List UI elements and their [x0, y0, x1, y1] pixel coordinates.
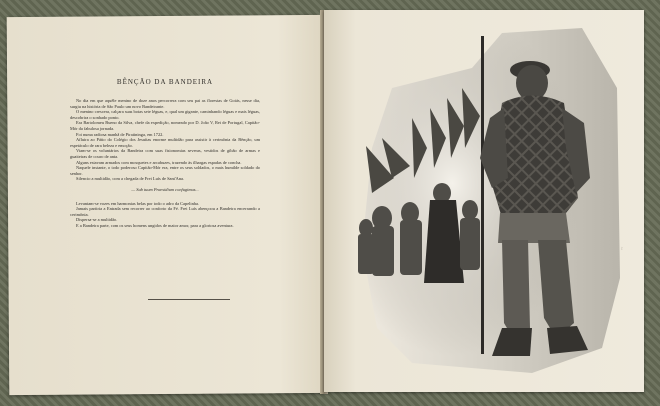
paragraph: Dispersa-se a multidão.	[76, 217, 118, 223]
paragraph: Naquele instante, o todo poderoso Capitão-Mór era, entre os seus soldados, o mais humilde soldado do senhor.	[70, 165, 260, 176]
left-page-text	[70, 78, 260, 228]
paragraph: No dia em que aquêle menino de doze anos percorrera com seu pai as florestas de Goiás, nesse dia, surgiu na história de São Paulo um novo Bandeirante.	[70, 98, 260, 109]
bandeirante-illustration	[352, 28, 622, 378]
pencil-annotation: ~	[620, 246, 626, 250]
paragraph: O menino crescera, calçara suas botas sete léguas, e, qual um gigante, caminhando léguas e mais léguas, descobrira o sonhado ponto.	[70, 109, 260, 120]
chapter-title: BÊNÇÃO DA BANDEIRA	[116, 78, 214, 86]
paragraph: Viam-se os voluntários da Bandeira com suas fisionomias severas, vestidos de gibão de armas e guaiteiras de couro de anta.	[70, 148, 260, 159]
paragraph: Levantam-se vozes em harmonias belas por todo o adro da Capelinha.	[76, 200, 200, 206]
paragraph: Era Bartolomeu Bueno da Silva, chefe da expedição, nomeado por D. João V, Rei de Portugal, Capitão-Mór da fabulosa jornada.	[70, 120, 260, 131]
closing-rule	[148, 299, 230, 300]
paragraph: Foi numa radiosa manhã de Piratininga, em 1722.	[76, 131, 164, 137]
paragraph: Alguns estavam armados com mosquetes e arcabuzes, trazendo às ilhargas espadas de concha.	[76, 159, 242, 165]
paragraph: Jamais partiria a Entrada sem recorrer ao conforto da Fé. Frei Luís abençoou a Bandeira encerrando a cerimônia.	[70, 206, 260, 217]
paragraph: Afluira ao Pátio do Colégio dos Jesuítas enorme multidão para assistir à cerimônia da Bênção, um espetáculo de rara beleza e emoção.	[70, 137, 260, 148]
paragraph: Silencio a multidão, com a chegada de Frei Luís de Sant'Ana.	[76, 176, 185, 182]
paragraph: E a Bandeira parte, com os seus homens ungidos de maior amor, para a gloriosa aventura.	[76, 222, 234, 228]
latin-caption: — Sub tuum Praesidium confugimus...	[131, 186, 199, 192]
spear	[481, 36, 484, 354]
